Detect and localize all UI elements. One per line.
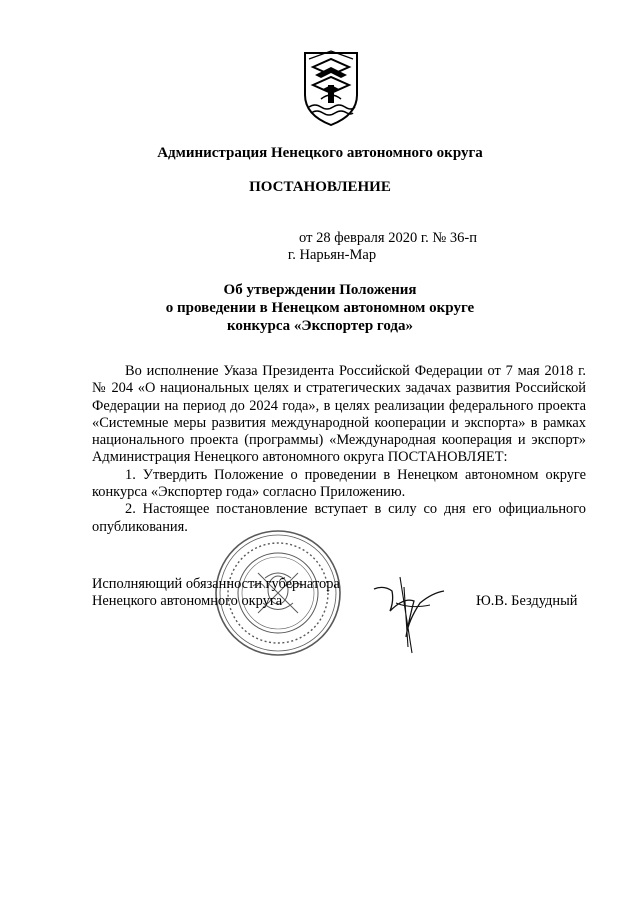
document-date-number: от 28 февраля 2020 г. № 36-п xyxy=(299,230,477,246)
document-city: г. Нарьян-Мар xyxy=(287,247,377,263)
preamble-paragraph: Во исполнение Указа Президента Российской Федерации от 7 мая 2018 г. № 204 «О национальных целях и стратегических задачах развития Российской Федерации на период до 2024 года», в целях реализации федерального проекта «Системные меры развития международной кооперации и экспорта» в рамках национального проекта (программы) «Международная кооперация и экспорт» Администрация Ненецкого автономного округа ПОСТАНОВЛЯЕТ: xyxy=(92,363,586,466)
title-line-3: конкурса «Экспортер года» xyxy=(226,318,414,334)
signer-name: Ю.В. Бездудный xyxy=(476,593,578,609)
document-type: ПОСТАНОВЛЕНИЕ xyxy=(249,179,391,195)
document-body xyxy=(92,363,586,536)
signer-position-line-2: Ненецкого автономного округа xyxy=(92,593,283,609)
item-1-paragraph: 1. Утвердить Положение о проведении в Ненецком автономном округе конкурса «Экспортер года» согласно Приложению. xyxy=(92,466,586,501)
title-line-2: о проведении в Ненецком автономном округе xyxy=(165,300,475,316)
title-line-1: Об утверждении Положения xyxy=(223,282,417,298)
coat-of-arms-icon xyxy=(301,49,361,129)
handwritten-signature-icon xyxy=(370,567,450,657)
item-2-paragraph: 2. Настоящее постановление вступает в силу со дня его официального опубликования. xyxy=(92,501,586,535)
signer-position-line-1: Исполняющий обязанности губернатора xyxy=(92,576,340,592)
organization-name: Администрация Ненецкого автономного округа xyxy=(157,145,483,161)
